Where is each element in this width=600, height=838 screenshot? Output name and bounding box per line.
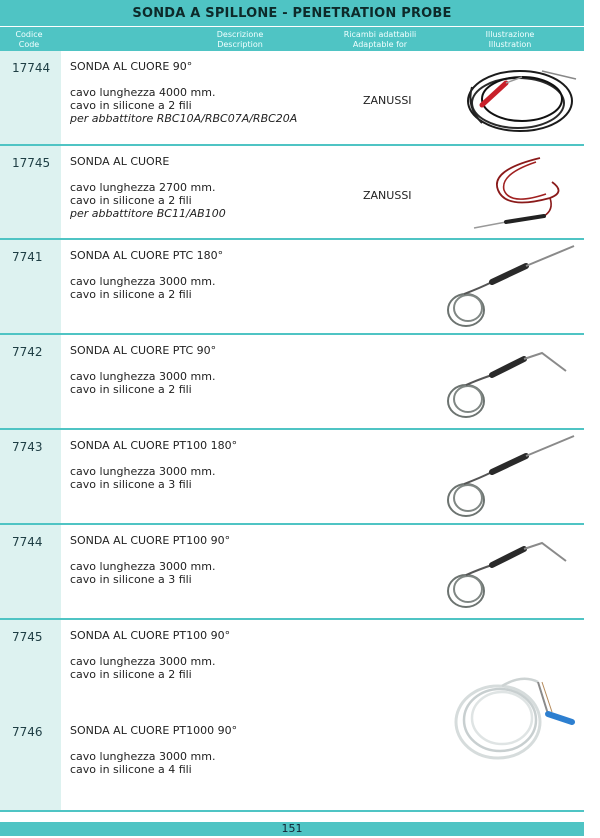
product-name: SONDA AL CUORE PTC 90° bbox=[70, 344, 217, 357]
product-description bbox=[70, 249, 223, 301]
product-note: per abbattitore RBC10A/RBC07A/RBC20A bbox=[70, 112, 298, 125]
cable-type: cavo in silicone a 2 fili bbox=[70, 668, 192, 681]
product-name: SONDA AL CUORE PT100 90° bbox=[70, 629, 231, 642]
adaptable-brand: ZANUSSI bbox=[363, 94, 412, 107]
product-name: SONDA AL CUORE PTC 180° bbox=[70, 249, 224, 262]
product-code: 17744 bbox=[12, 61, 51, 75]
product-name: SONDA AL CUORE PT100 90° bbox=[70, 534, 231, 547]
product-code: 17745 bbox=[12, 156, 51, 170]
cable-length: cavo lunghezza 3000 mm. bbox=[70, 655, 216, 668]
red-cable-probe-image bbox=[470, 154, 578, 234]
table-row bbox=[0, 51, 584, 146]
cable-length: cavo lunghezza 3000 mm. bbox=[70, 275, 216, 288]
adaptable-brand: ZANUSSI bbox=[363, 189, 412, 202]
product-description bbox=[70, 60, 297, 125]
product-description bbox=[70, 629, 230, 681]
table-row bbox=[0, 620, 584, 812]
table-row bbox=[0, 240, 584, 335]
page-number: 151 bbox=[0, 822, 584, 836]
angled-probe-image bbox=[440, 533, 580, 617]
product-code: 7741 bbox=[12, 250, 43, 264]
cable-length: cavo lunghezza 3000 mm. bbox=[70, 465, 216, 478]
cable-type: cavo in silicone a 2 fili bbox=[70, 288, 192, 301]
product-description bbox=[70, 155, 226, 220]
product-code: 7743 bbox=[12, 440, 43, 454]
product-code: 7744 bbox=[12, 535, 43, 549]
product-description bbox=[70, 344, 216, 396]
product-description bbox=[70, 439, 237, 491]
cable-type: cavo in silicone a 4 fili bbox=[70, 763, 192, 776]
table-row bbox=[0, 335, 584, 430]
straight-probe-image bbox=[440, 434, 580, 522]
white-cable-probe-image bbox=[452, 666, 580, 766]
product-name: SONDA AL CUORE bbox=[70, 155, 170, 168]
product-description bbox=[70, 724, 237, 776]
product-code: 7745 bbox=[12, 630, 43, 644]
cable-type: cavo in silicone a 2 fili bbox=[70, 383, 192, 396]
cable-length: cavo lunghezza 3000 mm. bbox=[70, 750, 216, 763]
product-note: per abbattitore BC11/AB100 bbox=[70, 207, 226, 220]
product-name: SONDA AL CUORE PT100 180° bbox=[70, 439, 238, 452]
straight-probe-image bbox=[440, 244, 580, 332]
product-name: SONDA AL CUORE 90° bbox=[70, 60, 193, 73]
product-name: SONDA AL CUORE PT1000 90° bbox=[70, 724, 238, 737]
table-row bbox=[0, 525, 584, 620]
cable-type: cavo in silicone a 3 fili bbox=[70, 573, 192, 586]
table-row bbox=[0, 146, 584, 240]
cable-type: cavo in silicone a 3 fili bbox=[70, 478, 192, 491]
cable-length: cavo lunghezza 3000 mm. bbox=[70, 560, 216, 573]
cable-type: cavo in silicone a 2 fili bbox=[70, 99, 192, 112]
cable-length: cavo lunghezza 3000 mm. bbox=[70, 370, 216, 383]
header-illustration: Illustrazione Illustration bbox=[485, 30, 535, 49]
cable-length: cavo lunghezza 2700 mm. bbox=[70, 181, 216, 194]
product-description bbox=[70, 534, 230, 586]
header-description: Descrizione Description bbox=[216, 30, 264, 49]
header-code: Codice Code bbox=[15, 30, 43, 49]
header-adaptable: Ricambi adattabili Adaptable for bbox=[343, 30, 417, 49]
page-title: SONDA A SPILLONE - PENETRATION PROBE bbox=[0, 0, 584, 26]
cable-length: cavo lunghezza 4000 mm. bbox=[70, 86, 216, 99]
table-header bbox=[0, 27, 584, 51]
angled-probe-image bbox=[440, 343, 580, 427]
cable-type: cavo in silicone a 2 fili bbox=[70, 194, 192, 207]
table-row bbox=[0, 430, 584, 525]
product-code: 7746 bbox=[12, 725, 43, 739]
product-code: 7742 bbox=[12, 345, 43, 359]
black-cable-probe-red-handle-image bbox=[462, 57, 582, 141]
